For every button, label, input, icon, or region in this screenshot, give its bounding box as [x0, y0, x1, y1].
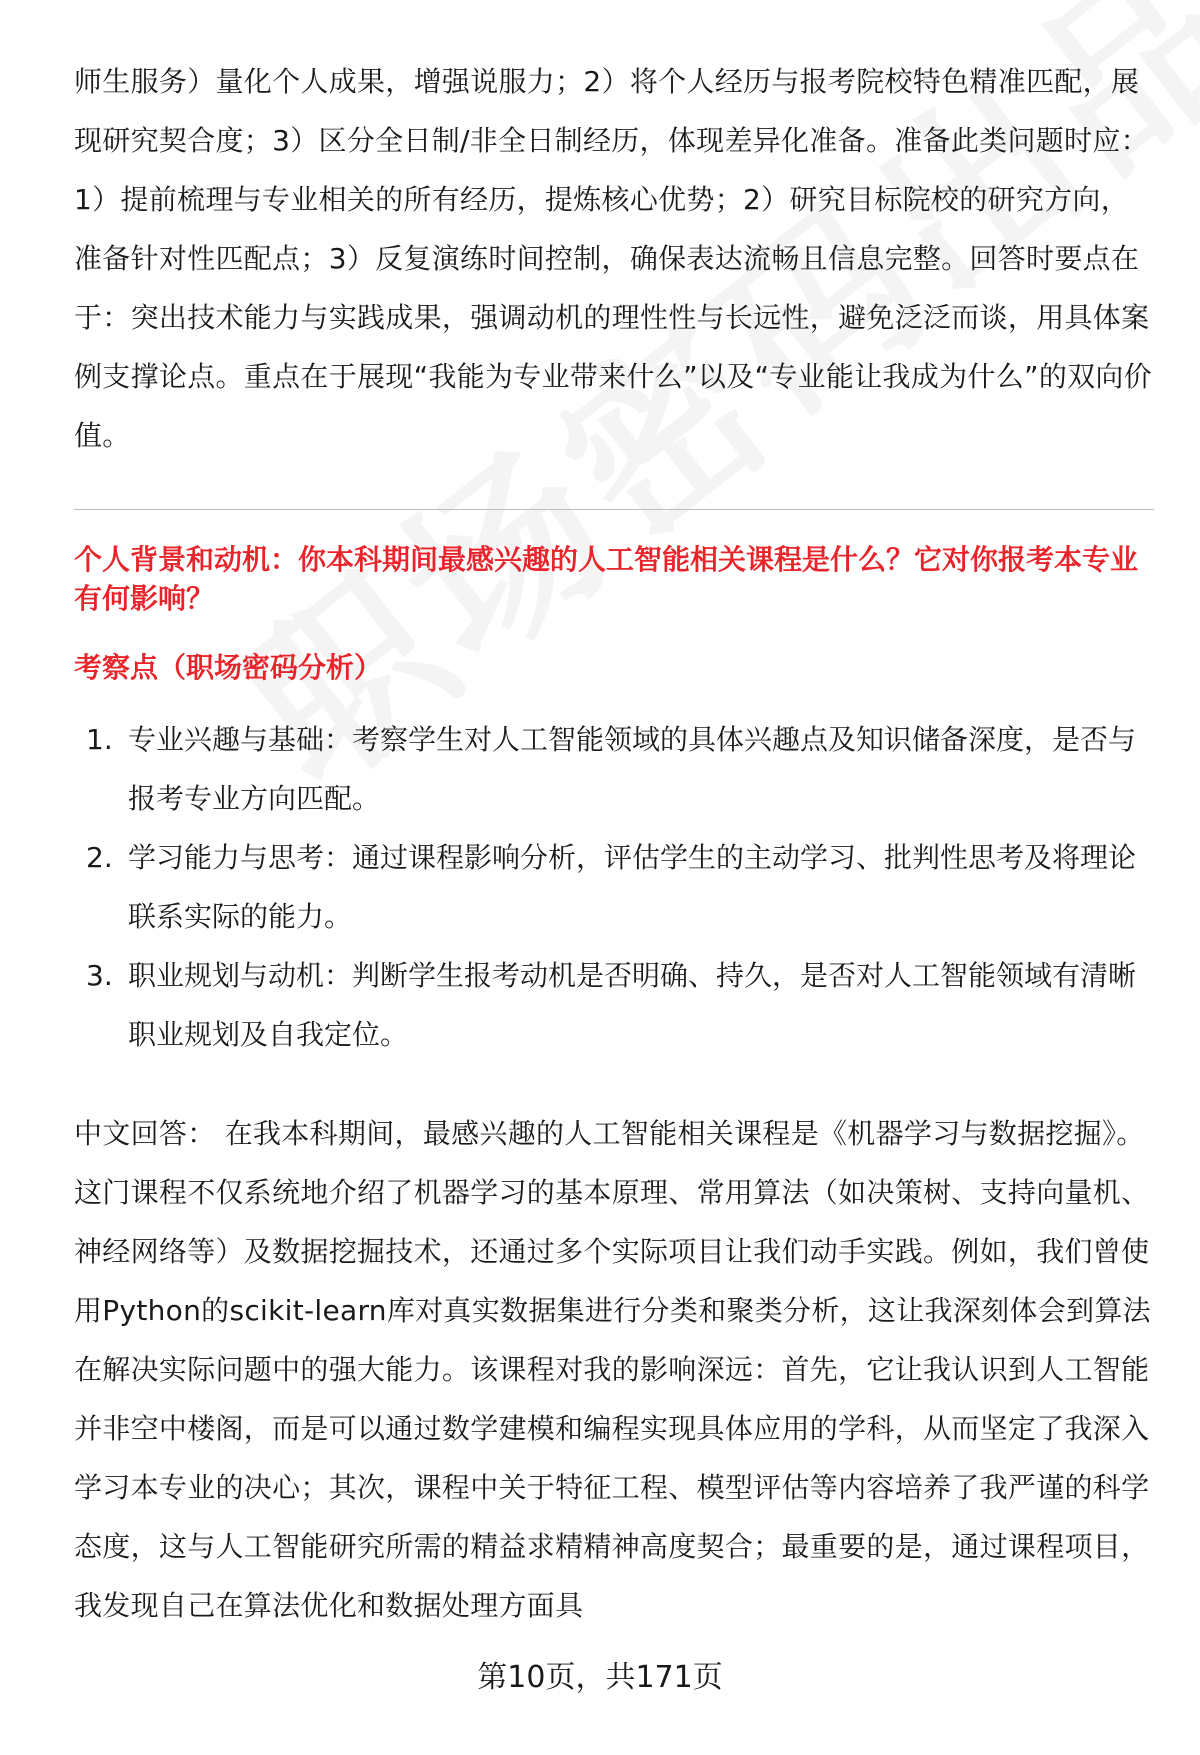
exam-points-list	[74, 710, 1154, 1064]
question-heading: 个人背景和动机：你本科期间最感兴趣的人工智能相关课程是什么？它对你报考本专业有何影响？	[74, 543, 1139, 615]
document-page	[74, 52, 1154, 1635]
list-item-number: 3.	[86, 959, 113, 992]
list-item	[74, 710, 1154, 828]
section-divider	[74, 509, 1154, 510]
exam-points-heading: 考察点（职场密码分析）	[74, 651, 383, 684]
page-number-footer: 第10页，共171页	[477, 1660, 723, 1695]
list-item-number: 1.	[86, 723, 113, 756]
list-item-text: 学习能力与思考：通过课程影响分析，评估学生的主动学习、批判性思考及将理论联系实际的能力。	[128, 841, 1137, 933]
list-item-text: 专业兴趣与基础：考察学生对人工智能领域的具体兴趣点及知识储备深度，是否与报考专业方向匹配。	[128, 723, 1137, 815]
list-item	[74, 828, 1154, 946]
list-item-text: 职业规划与动机：判断学生报考动机是否明确、持久，是否对人工智能领域有清晰职业规划及自我定位。	[128, 959, 1137, 1051]
intro-paragraph: 师生服务）量化个人成果，增强说服力；2）将个人经历与报考院校特色精准匹配，展现研究契合度；3）区分全日制/非全日制经历，体现差异化准备。准备此类问题时应：1）提前梳理与专业相关的所有经历，提炼核心优势；2）研究目标院校的研究方向，准备针对性匹配点；3）反复演练时间控制，确保表达流畅且信息完整。回答时要点在于：突出技术能力与实践成果，强调动机的理性性与长远性，避免泛泛而谈，用具体案例支撑论点。重点在于展现“我能为专业带来什么”以及“专业能让我成为什么”的双向价值。	[74, 65, 1153, 452]
list-item-number: 2.	[86, 841, 113, 874]
answer-paragraph: 中文回答： 在我本科期间，最感兴趣的人工智能相关课程是《机器学习与数据挖掘》。这门课程不仅系统地介绍了机器学习的基本原理、常用算法（如决策树、支持向量机、神经网络等）及数据挖掘技术，还通过多个实际项目让我们动手实践。例如，我们曾使用Python的scikit-learn库对真实数据集进行分类和聚类分析，这让我深刻体会到算法在解决实际问题中的强大能力。该课程对我的影响深远：首先，它让我认识到人工智能并非空中楼阁，而是可以通过数学建模和编程实现具体应用的学科，从而坚定了我深入学习本专业的决心；其次，课程中关于特征工程、模型评估等内容培养了我严谨的科学态度，这与人工智能研究所需的精益求精精神高度契合；最重要的是，通过课程项目，我发现自己在算法优化和数据处理方面具	[74, 1117, 1151, 1622]
list-item	[74, 946, 1154, 1064]
